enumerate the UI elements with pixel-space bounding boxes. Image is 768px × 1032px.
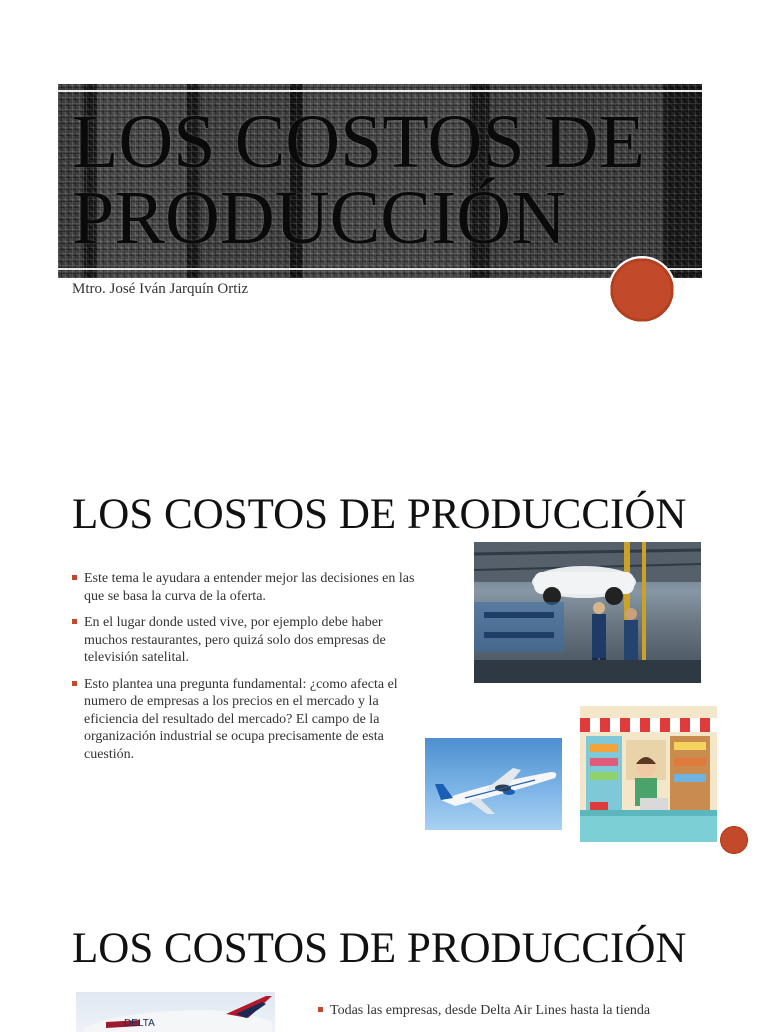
slide1-title xyxy=(72,100,692,260)
list-item: Este tema le ayudara a entender mejor las decisiones en las que se basa la curva de la oferta. xyxy=(72,570,428,605)
slide1-title-line2: PRODUCCIÓN xyxy=(72,176,567,260)
banner-bottom-rule xyxy=(58,268,702,270)
factory-image xyxy=(474,542,701,683)
orange-circle-icon xyxy=(608,256,676,324)
delta-airplane-image xyxy=(76,992,275,1032)
slide2-title: LOS COSTOS DE PRODUCCIÓN xyxy=(72,491,687,538)
list-item: Esto plantea una pregunta fundamental: ¿como afecta el numero de empresas a los precios en el mercado y la eficiencia del resultado del mercado? El campo de la organización industrial se ocupa precisamente de esta cuestión. xyxy=(72,676,428,764)
airplane-image xyxy=(425,738,562,830)
list-item: Todas las empresas, desde Delta Air Lines hasta la tienda xyxy=(318,1002,718,1020)
store-illustration xyxy=(580,706,717,842)
slide2-bullet-list xyxy=(72,570,428,772)
svg-text:DELTA: DELTA xyxy=(124,1018,155,1029)
orange-circle-icon xyxy=(719,825,749,855)
slide1-title-line1: LOS COSTOS DE xyxy=(72,100,645,184)
author-name: Mtro. José Iván Jarquín Ortiz xyxy=(72,281,249,297)
slide3-bullet-list xyxy=(318,1002,718,1029)
list-item: En el lugar donde usted vive, por ejemplo debe haber muchos restaurantes, pero quizá solo dos empresas de televisión satelital. xyxy=(72,614,428,667)
banner-top-rule xyxy=(58,90,702,92)
slide3-title: LOS COSTOS DE PRODUCCIÓN xyxy=(72,925,687,972)
